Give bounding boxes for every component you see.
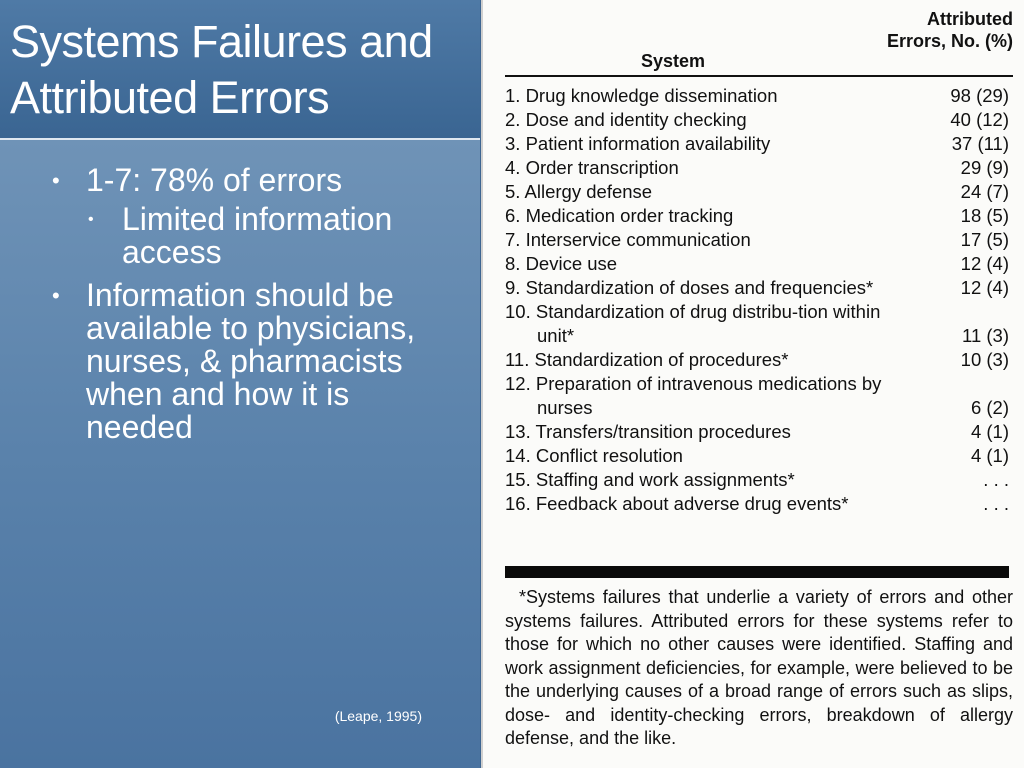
system-name: 5. Allergy defense bbox=[505, 181, 653, 202]
attributed-errors-value: 10 (3) bbox=[960, 349, 1009, 370]
table-row bbox=[505, 276, 1013, 300]
footnote: *Systems failures that underlie a variety of errors and other systems failures. Attributed errors for these systems refer to those for which no other causes were identified. Staffing and work assignment deficiencies, for example, were believed to be the underlying causes of a broad range of errors such as slips, dose- and identity-checking errors, breakdown of allergy defense, and the like. bbox=[505, 587, 1013, 748]
bullet-item bbox=[48, 279, 438, 444]
attributed-errors-value: 17 (5) bbox=[960, 229, 1009, 250]
bullet-item bbox=[48, 164, 438, 269]
attributed-errors-value: 24 (7) bbox=[960, 181, 1009, 202]
bullet-text: 1-7: 78% of errors bbox=[86, 162, 343, 198]
bottom-rule bbox=[505, 566, 1009, 578]
table-row bbox=[505, 468, 1013, 492]
table-row bbox=[505, 84, 1013, 108]
system-name: 4. Order transcription bbox=[505, 157, 679, 178]
table-rows bbox=[505, 84, 1013, 516]
system-name: 12. Preparation of intravenous medications by nurses bbox=[505, 373, 882, 418]
attributed-errors-value: 11 (3) bbox=[962, 325, 1009, 346]
table-row bbox=[505, 108, 1013, 132]
attributed-errors-value: 6 (2) bbox=[970, 397, 1009, 418]
attributed-errors-value: 40 (12) bbox=[950, 109, 1009, 130]
sub-bullet-list bbox=[86, 203, 438, 269]
table-row bbox=[505, 444, 1013, 468]
bullet-text: Information should be available to physicians, nurses, & pharmacists when and how it is needed bbox=[86, 277, 416, 445]
bullet-list bbox=[48, 164, 438, 454]
system-name: 7. Interservice communication bbox=[505, 229, 751, 250]
attributed-errors-value: 29 (9) bbox=[960, 157, 1009, 178]
table-row bbox=[505, 180, 1013, 204]
slide-panel bbox=[0, 0, 480, 768]
table-row bbox=[505, 156, 1013, 180]
slide-content bbox=[0, 140, 480, 768]
attributed-errors-value: 12 (4) bbox=[960, 277, 1009, 298]
system-name: 14. Conflict resolution bbox=[505, 445, 683, 466]
header-attributed-errors: Attributed Errors, No. (%) bbox=[886, 9, 1013, 51]
system-name: 11. Standardization of procedures* bbox=[505, 349, 789, 370]
attributed-errors-value: 4 (1) bbox=[970, 421, 1009, 442]
table-row bbox=[505, 372, 1013, 420]
header-system: System bbox=[641, 51, 706, 71]
system-name: 8. Device use bbox=[505, 253, 618, 274]
system-name: 16. Feedback about adverse drug events* bbox=[505, 493, 849, 514]
attributed-errors-value: . . . bbox=[983, 493, 1009, 514]
table-row bbox=[505, 132, 1013, 156]
system-name: 2. Dose and identity checking bbox=[505, 109, 747, 130]
sub-bullet-item bbox=[86, 203, 438, 269]
attributed-errors-value: 4 (1) bbox=[970, 445, 1009, 466]
table-row bbox=[505, 300, 1013, 348]
citation: (Leape, 1995) bbox=[334, 708, 422, 724]
system-name: 10. Standardization of drug distribu-tion within unit* bbox=[505, 301, 881, 346]
table-row bbox=[505, 252, 1013, 276]
attributed-errors-value: . . . bbox=[983, 469, 1009, 490]
sub-bullet-text: Limited information access bbox=[122, 201, 393, 270]
header-rule bbox=[505, 75, 1013, 77]
system-name: 1. Drug knowledge dissemination bbox=[505, 85, 778, 106]
table-row bbox=[505, 348, 1013, 372]
table-row bbox=[505, 228, 1013, 252]
attributed-errors-value: 18 (5) bbox=[960, 205, 1009, 226]
system-name: 15. Staffing and work assignments* bbox=[505, 469, 795, 490]
slide-title: Systems Failures and Attributed Errors bbox=[10, 16, 433, 123]
attributed-errors-value: 12 (4) bbox=[960, 253, 1009, 274]
attributed-errors-value: 37 (11) bbox=[951, 133, 1009, 154]
scanned-table bbox=[481, 0, 1024, 768]
system-name: 13. Transfers/transition procedures bbox=[505, 421, 791, 442]
attributed-errors-value: 98 (29) bbox=[950, 85, 1009, 106]
title-bar bbox=[0, 0, 480, 140]
system-name: 3. Patient information availability bbox=[505, 133, 771, 154]
table-row bbox=[505, 492, 1013, 516]
system-name: 6. Medication order tracking bbox=[505, 205, 734, 226]
table-row bbox=[505, 204, 1013, 228]
system-name: 9. Standardization of doses and frequencies* bbox=[505, 277, 874, 298]
table-row bbox=[505, 420, 1013, 444]
